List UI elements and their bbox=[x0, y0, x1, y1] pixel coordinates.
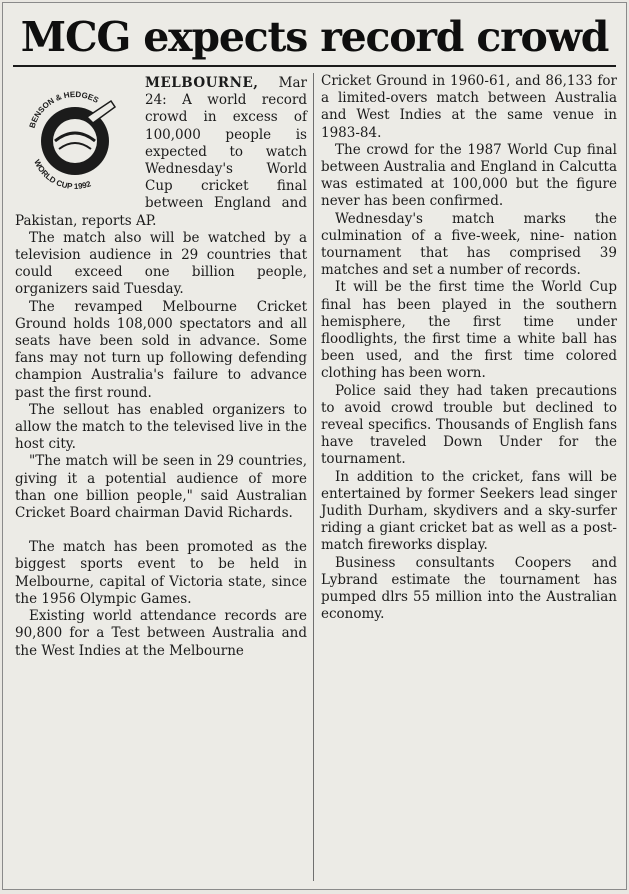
paragraph: The sellout has enabled organizers to allow the match to the televised live in the host city. bbox=[15, 401, 307, 453]
paragraph: Existing world attendance records are 90,800 for a Test between Australia and the West Indies at the Melbourne bbox=[15, 608, 307, 659]
logo-text-top: BENSON & HEDGES bbox=[27, 89, 101, 130]
paragraph: The crowd for the 1987 World Cup final between Australia and England in Calcutta was estimated at 100,000 but the figure never has been confirmed. bbox=[321, 141, 617, 210]
left-column bbox=[15, 75, 307, 660]
paragraph: "The match will be seen in 29 countries, giving it a potential audience of more than one billion people," said Australian Cricket Board chairman David Richards. bbox=[15, 453, 307, 522]
paragraph: Wednesday's match marks the culmination of a five-week, nine- nation tournament that has comprised 39 matches and set a number of records. bbox=[321, 210, 617, 279]
newspaper-clipping bbox=[2, 2, 627, 890]
paragraph: The revamped Melbourne Cricket Ground holds 108,000 spectators and all seats have been sold in advance. Some fans may not turn up following defending champion Australia's failure to advance past the first round. bbox=[15, 298, 307, 401]
logo-text-bottom: WORLD CUP 1992 bbox=[32, 158, 93, 192]
paragraph: Police said they had taken precautions to avoid crowd trouble but declined to reveal specifics. Thousands of English fans have traveled Down Under for the tournament. bbox=[321, 382, 617, 468]
paragraph: Business consultants Coopers and Lybrand estimate the tournament has pumped dlrs 55 million into the Australian economy. bbox=[321, 554, 617, 623]
world-cup-logo-icon bbox=[15, 77, 135, 195]
right-column bbox=[321, 73, 617, 624]
world-cup-logo bbox=[15, 77, 135, 195]
headline-rule bbox=[13, 65, 616, 67]
paragraph-text: Mar 24: A world record crowd in excess of 100,000 people is expected to watch Wednesday's World Cup cricket final between England and Pakistan, reports AP. bbox=[15, 75, 307, 229]
headline: MCG expects record crowd bbox=[20, 13, 609, 61]
paragraph: The match also will be watched by a television audience in 29 countries that could exceed one billion people, organizers said Tuesday. bbox=[15, 229, 307, 298]
column-divider bbox=[313, 73, 314, 881]
paragraph: It will be the first time the World Cup final has been played in the southern hemisphere, the first time under floodlights, the first time a white ball has been used, and the first time colored clothing has been worn. bbox=[321, 279, 617, 382]
paragraph: The match has been promoted as the biggest sports event to be held in Melbourne, capital of Victoria state, since the 1956 Olympic Games. bbox=[15, 539, 307, 607]
paragraph: In addition to the cricket, fans will be entertained by former Seekers lead singer Judith Durham, skydivers and a sky-surfer riding a giant cricket bat as well as a post-match fireworks display. bbox=[321, 468, 617, 554]
dateline: MELBOURNE, bbox=[145, 75, 259, 91]
paragraph: Cricket Ground in 1960-61, and 86,133 for a limited-overs match between Australia and West Indies at the same venue in 1983-84. bbox=[321, 73, 617, 141]
